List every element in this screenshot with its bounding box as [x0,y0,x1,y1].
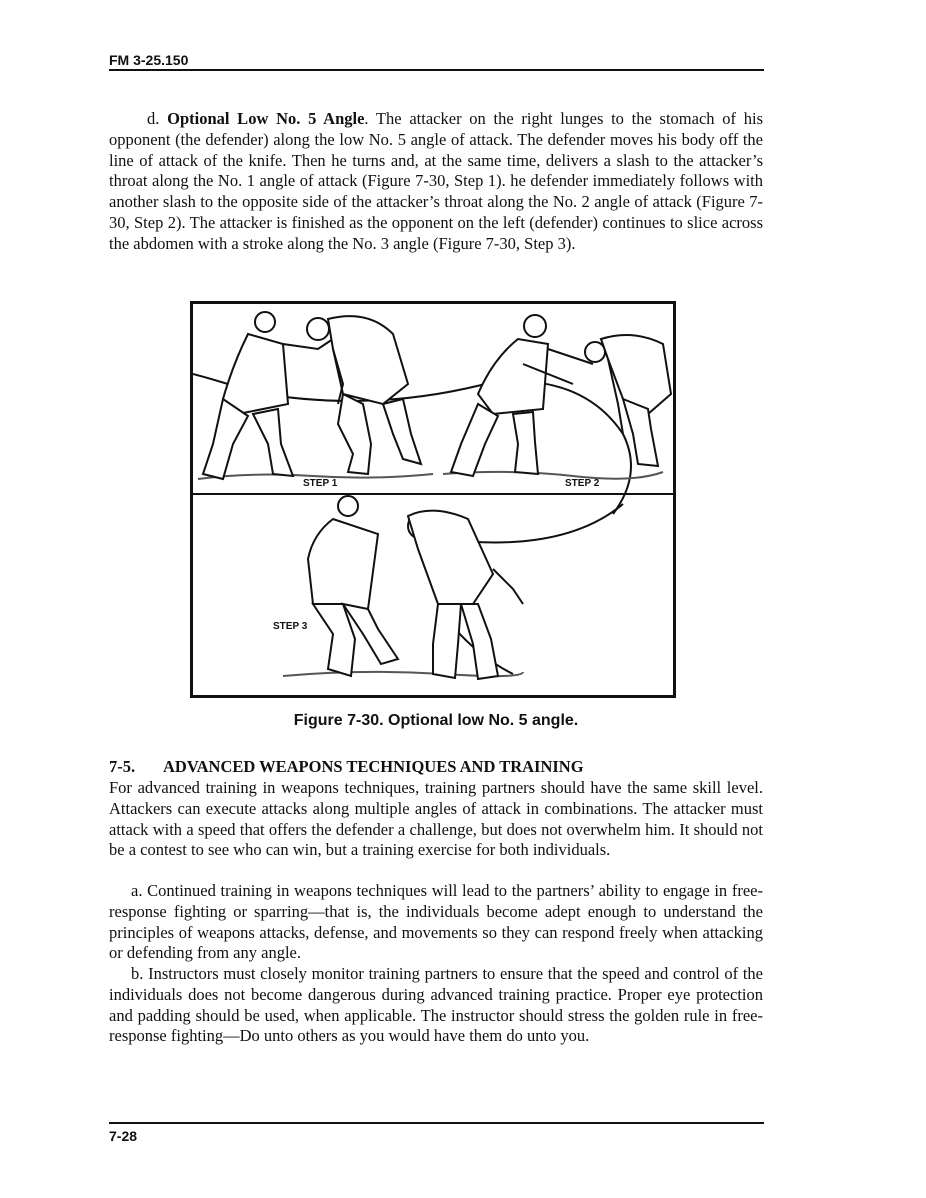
page-number: 7-28 [109,1128,138,1144]
paragraph-d [109,109,763,255]
step3-label: STEP 3 [273,621,308,632]
section-number: 7-5. [109,757,136,776]
paragraph-d-title: Optional Low No. 5 Angle [167,109,365,128]
step1-attacker-figure [307,316,421,474]
section-title: ADVANCED WEAPONS TECHNIQUES AND TRAINING [163,757,584,776]
section-heading [109,757,584,777]
footer-rule [109,1122,764,1124]
paragraph-a: a. Continued training in weapons techniques will lead to the partners’ ability to engage in free-response fighting or sparring—that is, the individuals become adept enough to understand the principles of weapons attacks, defense, and movements so they can respond freely when attacking or defending from any angle. [109,881,763,963]
step1-label: STEP 1 [303,478,338,489]
figure-illustration [193,304,673,695]
step2-defender-figure [451,315,593,476]
step2-label: STEP 2 [565,478,600,489]
step3-attacker-figure [408,511,523,679]
figure-7-30 [190,301,676,698]
figure-caption: Figure 7-30. Optional low No. 5 angle. [293,712,579,729]
header-rule [109,69,764,71]
section-intro: For advanced training in weapons techniques, training partners should have the same skill level. Attackers can execute attacks along multiple angles of attack in combinations. The attacker must attack with a speed that offers the defender a challenge, but does not overwhelm him. It should not be a contest to see who can win, but a training exercise for both individuals. [109,778,763,860]
paragraph-d-label: d. [147,109,160,128]
paragraph-d-body: . The attacker on the right lunges to the stomach of his opponent (the defender) along the low No. 5 angle of attack. The defender moves his body off the line of attack of the knife. Then he turns and, at the same time, delivers a slash to the attacker’s throat along the No. 1 angle of attack (Figure 7-30, Step 1). he defender immediately follows with another slash to the opposite side of the attacker’s throat along the No. 2 angle of attack (Figure 7-30, Step 2). The attacker is finished as the opponent on the left (defender) continues to slice across the abdomen with a stroke along the No. 3 angle (Figure 7-30, Step 3). [109,109,763,253]
paragraph-b: b. Instructors must closely monitor training partners to ensure that the speed and control of the individuals does not become dangerous during advanced training practice. Proper eye protection and padding should be used, when applicable. The instructor should stress the golden rule in free-response fighting—Do unto others as you would have them do unto you. [109,964,763,1046]
step3-defender-figure [308,496,398,676]
manual-id: FM 3-25.150 [109,52,189,68]
